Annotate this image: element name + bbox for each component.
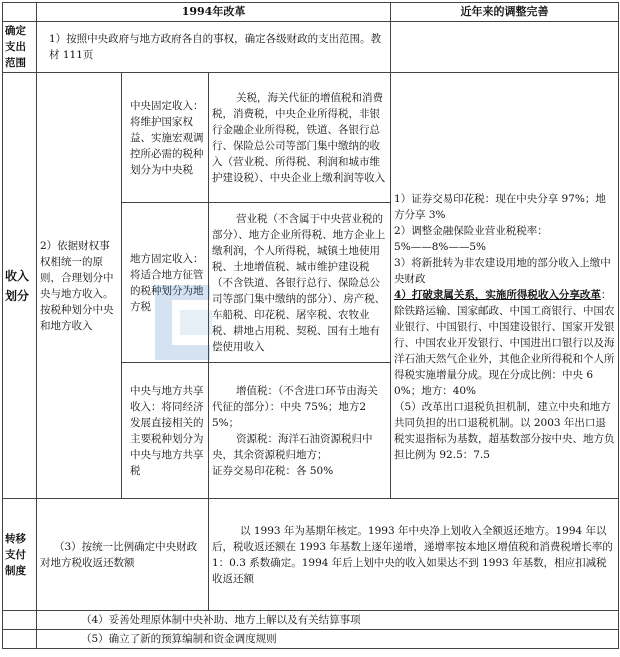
adjust-p1: 1）证券交易印花税：现在中央分享 97%；地方分享 3% [394, 193, 606, 221]
row-budget-rules [3, 630, 619, 649]
shared-detail-resource: 资源税：海洋石油资源税归中央，其余资源税归地方； [212, 432, 373, 461]
adjust-p4: 3）将新批转为非农建设用地的部分收入上缴中央财政 [394, 257, 611, 285]
adjust-p2: 2）调整金融保险业营业税税率： [394, 225, 548, 237]
row-transfer-payment [3, 499, 619, 611]
label-expenditure-scope: 确定支出范围 [3, 22, 37, 73]
expenditure-scope-content: 1）按照中央政府与地方政府各自的事权，确定各级财政的支出范围。教材 111页 [37, 22, 391, 73]
row5-label-empty [3, 630, 37, 649]
transfer-payment-left: （3）按统一比例确定中央财政对地方税收返还数额 [37, 499, 209, 611]
adjust-p5-rest: ：除铁路运输、国家邮政、中国工商银行、中国农业银行、中国银行、中国建设银行、国家开发银行、中国农业开发银行、中国进出口银行以及海洋石油天然气企业外，其他企业所得税和个人所得税实施增量分成。现在分成比例：中央 60%；地方：40% [394, 289, 615, 397]
revenue-adjustments [391, 73, 619, 499]
central-fixed-label: 中央固定收入：将维护国家权益、实施宏观调控所必需的税种划分为中央税 [122, 73, 209, 203]
header-recent-adjustments: 近年来的调整完善 [391, 3, 619, 22]
adjust-p6: （5）改革出口退税负担机制，建立中央和地方共同负担的出口退税机制。以 2003 年出口退税实退指标为基数，超基数部分按中央、地方负担比例为 92.5：7.5 [394, 401, 615, 461]
header-1994-reform: 1994年改革 [37, 3, 391, 22]
row-subsidy [3, 611, 619, 630]
label-transfer-payment: 转移支付制度 [3, 499, 37, 611]
transfer-payment-right: 以 1993 年为基期年核定。1993 年中央净上划收入全额返还地方。1994 年以后，税收返还额在 1993 年基数上逐年递增，递增率按本地区增值税和消费税增长率的 1：0.3 系数确定。1994 年后上划中央的收入如果达不到 1993 年基数，相应扣减税收返还额 [209, 499, 619, 611]
central-fixed-detail: 关税，海关代征的增值税和消费税，消费税，中央企业所得税，非银行金融企业所得税，铁道、各银行总行、保险总公司等部门集中缴纳的收入（营业税、所得税、利润和城市维护建设税）、中央企业上缴利润等收入 [209, 73, 391, 203]
row5-content: （5）确立了新的预算编制和资金调度规则 [37, 630, 619, 649]
row4-content: （4）妥善处理原体制中央补助、地方上解以及有关结算事项 [37, 611, 619, 630]
label-revenue-division: 收入划分 [3, 73, 37, 499]
adjust-p3: 5%——8%——5% [394, 241, 487, 253]
shared-revenue-label: 中央与地方共享收入：将同经济发展直接相关的主要税种划分为中央与地方共享税 [122, 363, 209, 499]
shared-detail-vat: 增值税：（不含进口环节由海关代征的部分）：中央 75%；地方25%； [212, 384, 378, 429]
adjust-p5-underlined: 4）打破隶属关系，实施所得税收入分享改革 [394, 289, 601, 301]
shared-revenue-detail [209, 363, 391, 499]
expenditure-scope-empty [391, 22, 619, 73]
local-fixed-label: 地方固定收入：将适合地方征管的税种划分为地方税 [122, 203, 209, 363]
local-fixed-detail: 营业税（不含属于中央营业税的部分）、地方企业所得税、地方企业上缴利润，个人所得税，城镇土地使用税、土地增值税、城市维护建设税（不含铁道、各银行总行、保险总公司等部门集中缴纳的部分）、房产税、车船税、印花税、屠宰税、农牧业税、耕地占用税、契税、国有土地有偿使用收入 [209, 203, 391, 363]
row4-label-empty [3, 611, 37, 630]
row-central-revenue [3, 73, 619, 203]
empty-corner [3, 3, 37, 22]
shared-detail-stamp: 证券交易印花税：各 50% [212, 464, 334, 477]
adjust-p5 [394, 287, 615, 399]
fiscal-reform-table [2, 2, 619, 649]
revenue-division-intro: 2）依据财权事权相统一的原则，合理划分中央与地方收入。按税种划分中央和地方收入 [37, 73, 122, 499]
header-row [3, 3, 619, 22]
row-expenditure-scope [3, 22, 619, 73]
